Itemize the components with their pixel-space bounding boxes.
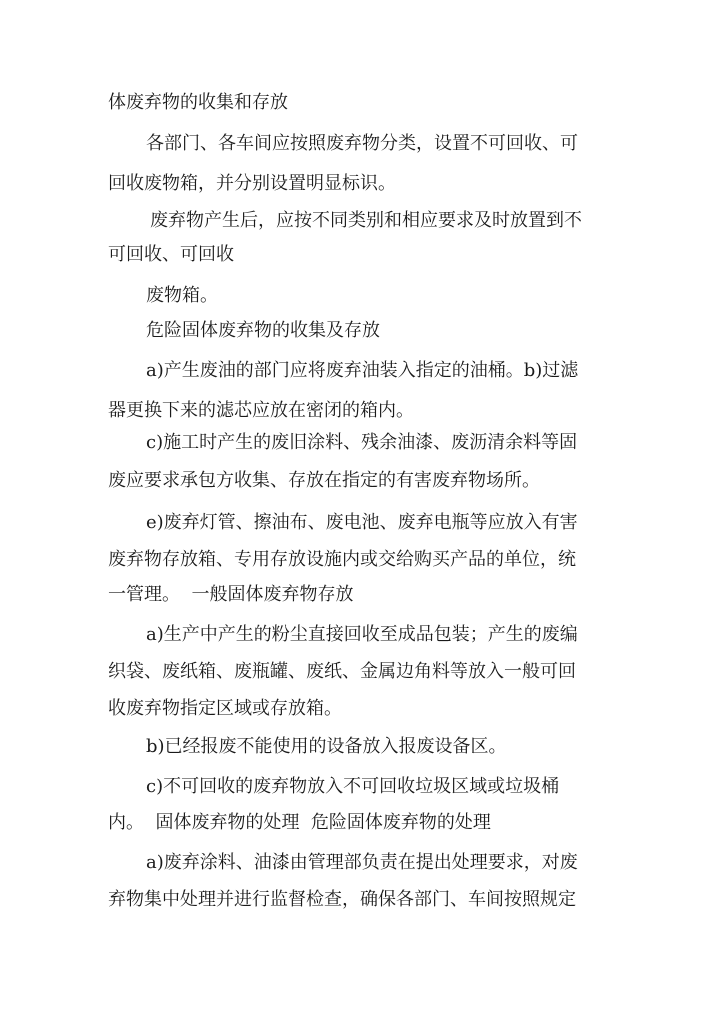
text-line: 一管理。 一般固体废弃物存放 xyxy=(108,584,354,605)
text-line: a)产生废油的部门应将废弃油装入指定的油桶。b)过滤 xyxy=(146,360,579,381)
text-line: c)施工时产生的废旧涂料、残余油漆、废沥清余料等固 xyxy=(146,432,578,453)
text-line: 各部门、各车间应按照废弃物分类，设置不可回收、可 xyxy=(146,133,578,154)
text-line: 废物箱。 xyxy=(146,285,218,306)
text-line: 废应要求承包方收集、存放在指定的有害废弃物场所。 xyxy=(108,470,540,491)
text-line: 收废弃物指定区域或存放箱。 xyxy=(108,698,342,719)
text-line: a)生产中产生的粉尘直接回收至成品包装；产生的废编 xyxy=(146,624,578,645)
text-line: 废弃物存放箱、专用存放设施内或交给购买产品的单位，统 xyxy=(108,549,576,570)
text-line: 回收废物箱，并分别设置明显标识。 xyxy=(108,173,396,194)
text-line: 织袋、废纸箱、废瓶罐、废纸、金属边角料等放入一般可回 xyxy=(108,661,576,682)
text-line: 可回收、可回收 xyxy=(108,244,234,265)
text-line: 危险固体废弃物的收集及存放 xyxy=(146,320,380,341)
text-line: e)废弃灯管、擦油布、废电池、废弃电瓶等应放入有害 xyxy=(146,512,578,533)
text-line: 体废弃物的收集和存放 xyxy=(108,92,288,113)
text-line: c)不可回收的废弃物放入不可回收垃圾区域或垃圾桶 xyxy=(146,776,560,797)
text-line: 内。 固体废弃物的处理 危险固体废弃物的处理 xyxy=(108,812,491,833)
text-line: 废弃物产生后，应按不同类别和相应要求及时放置到不 xyxy=(150,210,582,231)
text-line: a)废弃涂料、油漆由管理部负责在提出处理要求，对废 xyxy=(146,852,578,873)
text-line: 弃物集中处理并进行监督检查，确保各部门、车间按照规定 xyxy=(108,889,576,910)
text-line: b)已经报废不能使用的设备放入报废设备区。 xyxy=(146,736,507,757)
text-line: 器更换下来的滤芯应放在密闭的箱内。 xyxy=(108,400,414,421)
